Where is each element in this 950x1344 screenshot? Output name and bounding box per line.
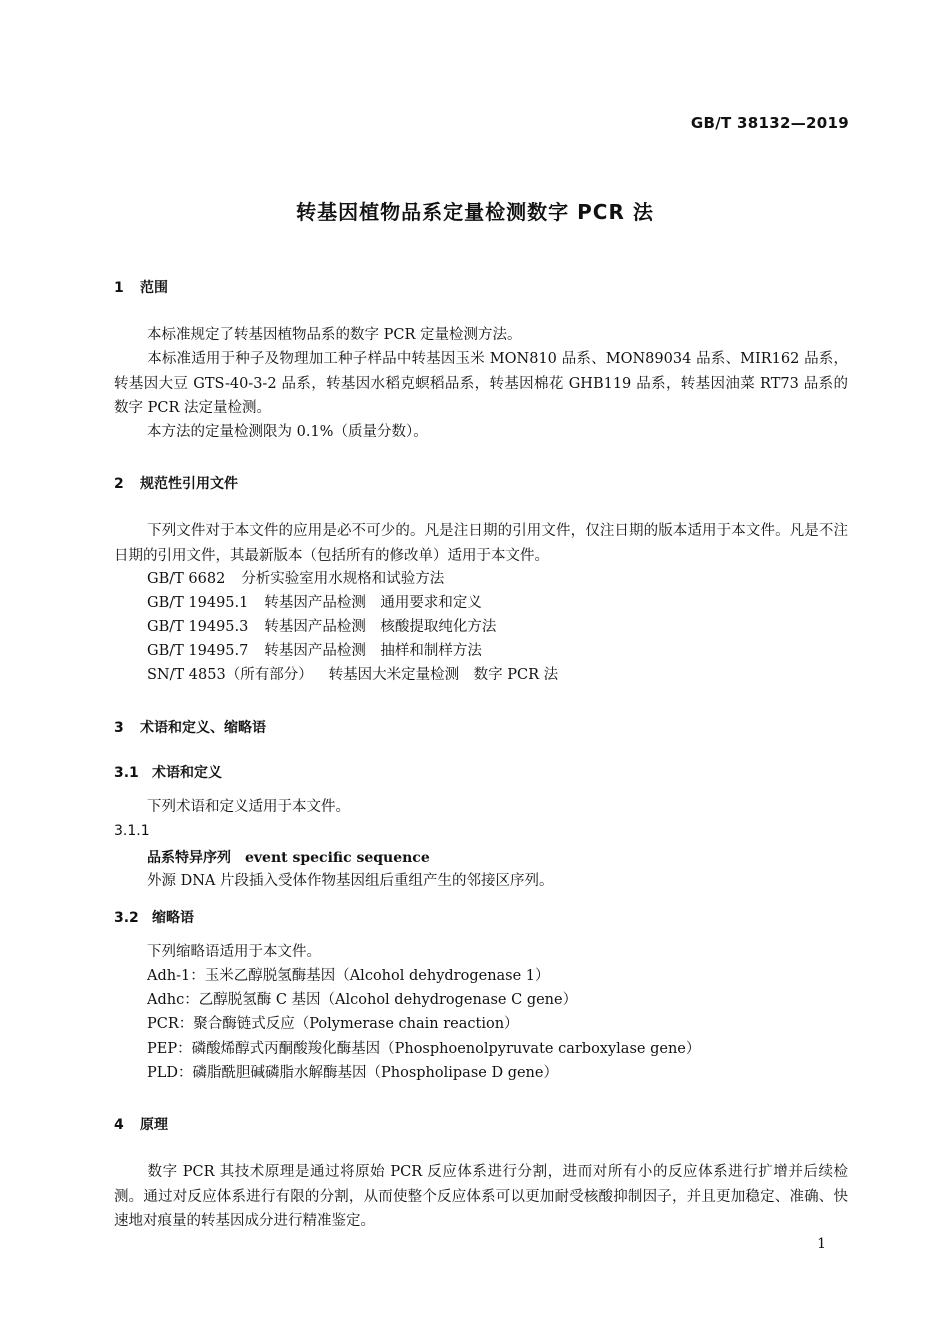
- section-title: 术语和定义: [152, 765, 222, 781]
- section-number: 3: [114, 720, 124, 736]
- reference-item: SN/T 4853（所有部分） 转基因大米定量检测 数字 PCR 法: [147, 667, 559, 683]
- abbreviation-item: PEP：磷酸烯醇式丙酮酸羧化酶基因（Phosphoenolpyruvate carboxylase gene）: [147, 1041, 701, 1057]
- reference-item: GB/T 19495.3 转基因产品检测 核酸提取纯化方法: [147, 619, 497, 635]
- section-title: 缩略语: [152, 910, 194, 926]
- section-title: 术语和定义、缩略语: [140, 720, 266, 736]
- section-3-heading: [114, 717, 266, 737]
- section-number: 4: [114, 1117, 124, 1133]
- abbreviation-item: PCR：聚合酶链式反应（Polymerase chain reaction）: [147, 1016, 519, 1032]
- abbreviation-item: Adhc：乙醇脱氢酶 C 基因（Alcohol dehydrogenase C gene）: [147, 992, 578, 1008]
- term-number: 3.1.1: [114, 823, 150, 839]
- section-number: 2: [114, 476, 124, 492]
- section-3-2-intro: 下列缩略语适用于本文件。: [147, 944, 321, 960]
- section-number: 3.1: [114, 765, 139, 781]
- abbreviation-item: PLD：磷脂酰胆碱磷脂水解酶基因（Phospholipase D gene）: [147, 1065, 558, 1081]
- section-1-paragraph-1: 本标准规定了转基因植物品系的数字 PCR 定量检测方法。: [147, 327, 522, 343]
- section-4-paragraph: 数字 PCR 其技术原理是通过将原始 PCR 反应体系进行分割，进而对所有小的反应体系进行扩增并后续检测。通过对反应体系进行有限的分割，从而使整个反应体系可以更加耐受核酸抑制因子，并且更加稳定、准确、快速地对痕量的转基因成分进行精准鉴定。: [114, 1164, 848, 1229]
- document-title: 转基因植物品系定量检测数字 PCR 法: [296, 200, 654, 224]
- term-definition: 外源 DNA 片段插入受体作物基因组后重组产生的邻接区序列。: [147, 873, 554, 889]
- section-1-paragraph-2: 本标准适用于种子及物理加工种子样品中转基因玉米 MON810 品系、MON89034 品系、MIR162 品系，转基因大豆 GTS-40-3-2 品系，转基因水稻克螟稻品系，转基因棉花 GHB119 品系，转基因油菜 RT73 品系的数字 PCR 法定量检测。: [114, 351, 848, 416]
- section-3-2-heading: [114, 907, 194, 927]
- reference-item: GB/T 19495.7 转基因产品检测 抽样和制样方法: [147, 643, 482, 659]
- term-english: event specific sequence: [245, 850, 430, 866]
- section-2-heading: [114, 473, 238, 493]
- section-3-1-intro: 下列术语和定义适用于本文件。: [147, 799, 350, 815]
- abbreviation-item: Adh-1：玉米乙醇脱氢酶基因（Alcohol dehydrogenase 1）: [147, 968, 550, 984]
- section-title: 范围: [140, 280, 168, 296]
- term-entry: [147, 847, 430, 867]
- section-1-heading: [114, 277, 168, 297]
- section-2-intro: 下列文件对于本文件的应用是必不可少的。凡是注日期的引用文件，仅注日期的版本适用于本文件。凡是不注日期的引用文件，其最新版本（包括所有的修改单）适用于本文件。: [114, 523, 848, 564]
- reference-item: GB/T 19495.1 转基因产品检测 通用要求和定义: [147, 595, 482, 611]
- section-1-paragraph-3: 本方法的定量检测限为 0.1%（质量分数）。: [147, 424, 428, 440]
- reference-item: GB/T 6682 分析实验室用水规格和试验方法: [147, 571, 445, 587]
- section-title: 原理: [140, 1117, 168, 1133]
- section-number: 1: [114, 280, 124, 296]
- section-title: 规范性引用文件: [140, 476, 238, 492]
- page-number: 1: [817, 1236, 826, 1252]
- section-3-1-heading: [114, 762, 222, 782]
- section-4-heading: [114, 1114, 168, 1134]
- section-number: 3.2: [114, 910, 139, 926]
- standard-code: GB/T 38132—2019: [690, 114, 849, 132]
- term-chinese: 品系特异序列: [147, 850, 231, 866]
